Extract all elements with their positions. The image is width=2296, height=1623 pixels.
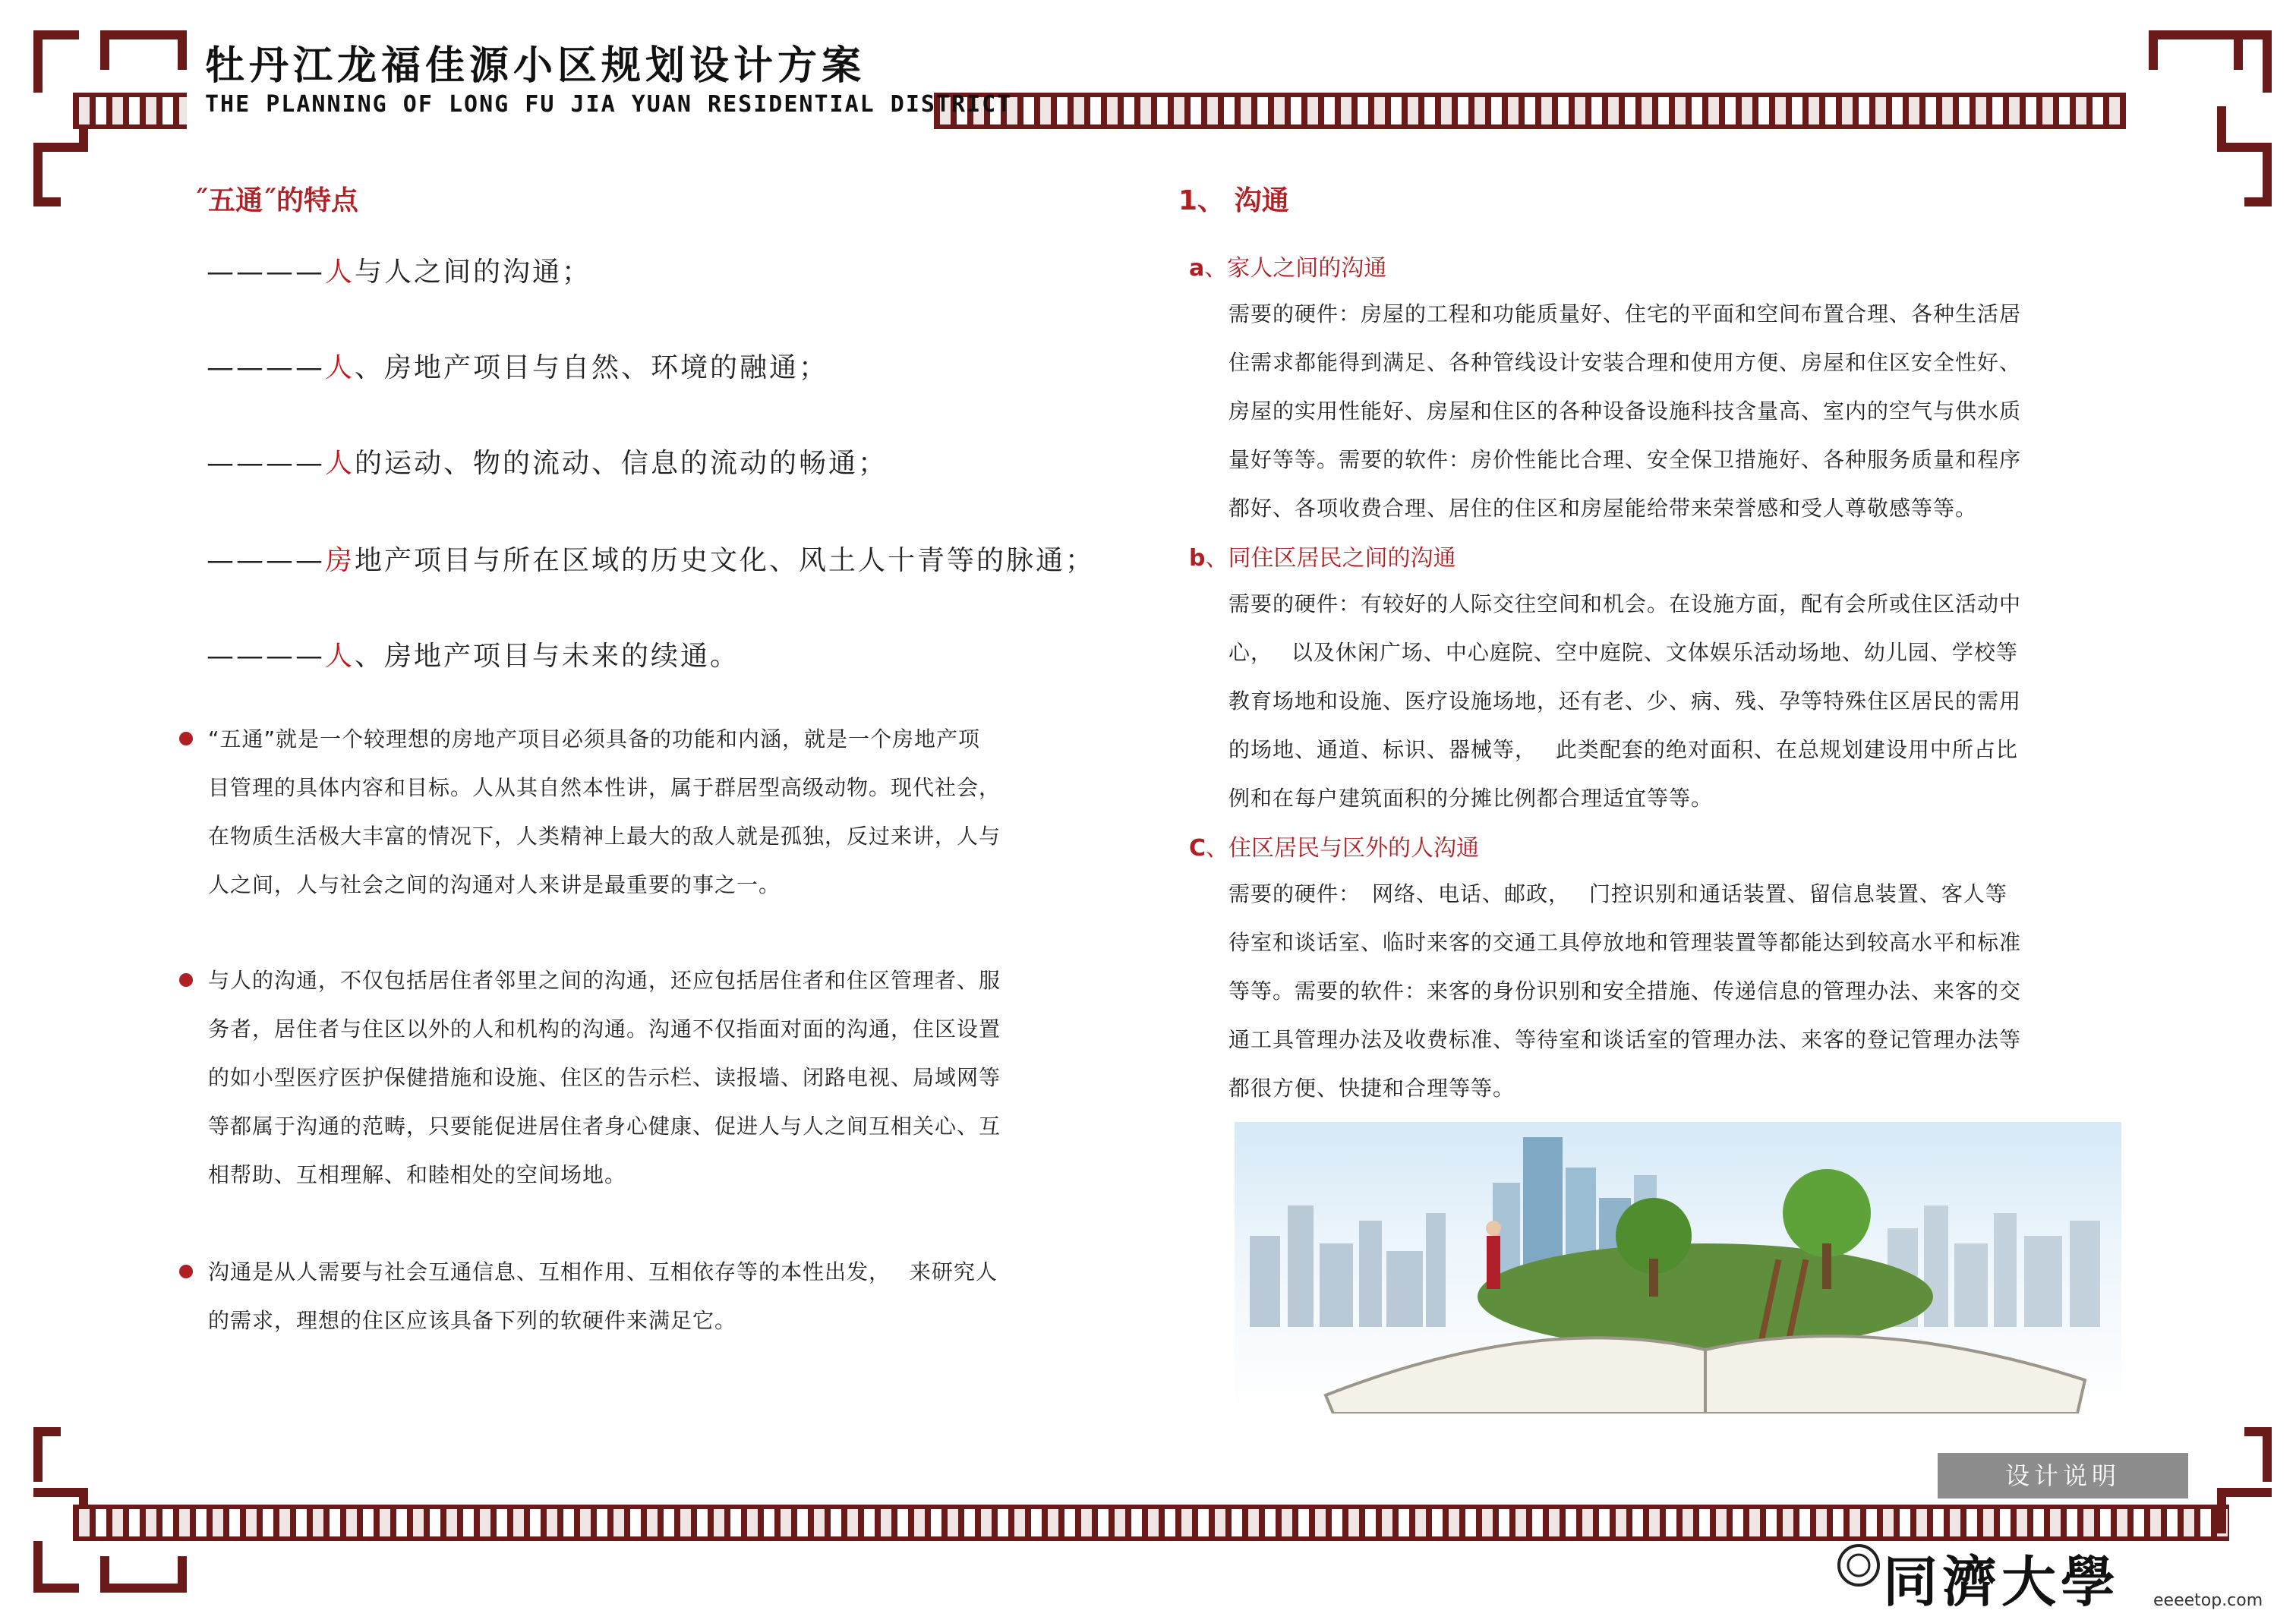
feature-line: ————人、房地产项目与自然、环境的融通； — [207, 352, 829, 383]
city-book-illustration — [1235, 1122, 2121, 1413]
subsection-body: 需要的硬件：房屋的工程和功能质量好、住宅的平面和空间布置合理、各种生活居 住需求都能得到满足、各种管线设计安装合理和使用方便、房屋和住区安全性好、 房屋的实用性能好、房屋和住区的各种设备设施科技含量高、室内的空气与供水质 量好等等。需要的软件：房价性能比合理、安全保卫措施好、各种服务质量和程序 都好、各项收费合理、居住的住区和房屋能给带来荣誉感和受人尊敬感等等。 — [1228, 301, 2022, 521]
feature-line: ————人、房地产项目与未来的续通。 — [207, 641, 740, 672]
page-subtitle: THE PLANNING OF LONG FU JIA YUAN RESIDENTIAL DISTRICT — [205, 91, 1013, 118]
person-figure — [1487, 1236, 1500, 1289]
section-title-five-connections: ˝五通˝的特点 — [194, 185, 359, 216]
feature-line: ————人的运动、物的流动、信息的流动的畅通； — [207, 448, 888, 479]
page-title: 牡丹江龙福佳源小区规划设计方案 — [205, 43, 866, 89]
bullet-paragraph: “五通”就是一个较理想的房地产项目必须具备的功能和内涵，就是一个房地产项 目管理的具体内容和目标。人从其自然本性讲，属于群居型高级动物。现代社会， 在物质生活极大丰富的情况下，人类精神上最大的敌人就是孤独，反过来讲，人与 人之间，人与社会之间的沟通对人来讲是最重要的事之一。 — [208, 726, 1001, 897]
subsection-title: a、家人之间的沟通 — [1189, 255, 1387, 282]
top-left-pattern-band — [73, 93, 187, 129]
bullet-dot — [179, 973, 193, 987]
top-right-pattern-band — [934, 93, 2126, 129]
bullet-paragraph: 沟通是从人需要与社会互通信息、互相作用、互相依存等的本性出发， 来研究人 的需求，理想的住区应该具备下列的软硬件来满足它。 — [208, 1259, 998, 1333]
grass-mound — [1478, 1243, 1933, 1350]
site-watermark: eeeetop.com — [2153, 1591, 2263, 1610]
bullet-dot — [179, 732, 193, 745]
subsection-body: 需要的硬件：有较好的人际交往空间和机会。在设施方面，配有会所或住区活动中 心， 以及休闲广场、中心庭院、空中庭院、文体娱乐活动场地、幼儿园、学校等 教育场地和设施、医疗设施场地，还有老、少、病、残、孕等特殊住区居民的需用 的场地、通道、标识、器械等， 此类配套的绝对面积、在总规划建设用中所占比 例和在每户建筑面积的分摊比例都合理适宜等等。 — [1228, 591, 2022, 811]
feature-line: ————房地产项目与所在区域的历史文化、风土人十青等的脉通； — [207, 545, 1096, 576]
tongji-university-logo: 同濟大學 — [1883, 1549, 2121, 1614]
design-description-tag: 设计说明 — [1938, 1453, 2188, 1499]
university-seal-icon — [1836, 1543, 1881, 1588]
bullet-dot — [179, 1265, 193, 1278]
subsection-body: 需要的硬件： 网络、电话、邮政， 门控识别和通话装置、留信息装置、客人等 待室和谈话室、临时来客的交通工具停放地和管理装置等都能达到较高水平和标准 等等。需要的软件：来客的身份识别和安全措施、传递信息的管理办法、来客的交 通工具管理办法及收费标准、等待室和谈话室的管理办法、来客的登记管理办法等 都很方便、快捷和合理等等。 — [1228, 881, 2022, 1101]
subsection-title: b、同住区居民之间的沟通 — [1189, 545, 1456, 572]
bullet-paragraph: 与人的沟通，不仅包括居住者邻里之间的沟通，还应包括居住者和住区管理者、服 务者，居住者与住区以外的人和机构的沟通。沟通不仅指面对面的沟通，住区设置 的如小型医疗医护保健措施和设施、住区的告示栏、读报墙、闭路电视、局域网等 等都属于沟通的范畴，只要能促进居住者身心健康、促进人与人之间互相关心、互 相帮助、互相理解、和睦相处的空间场地。 — [208, 968, 1001, 1187]
feature-line: ————人与人之间的沟通； — [207, 257, 592, 288]
section-title-communication: 1、 沟通 — [1178, 185, 1289, 216]
subsection-title: C、住区居民与区外的人沟通 — [1189, 835, 1480, 862]
skyline-left — [1250, 1205, 1446, 1327]
bottom-pattern-band — [73, 1505, 2229, 1541]
illustration-svg — [1235, 1122, 2121, 1413]
